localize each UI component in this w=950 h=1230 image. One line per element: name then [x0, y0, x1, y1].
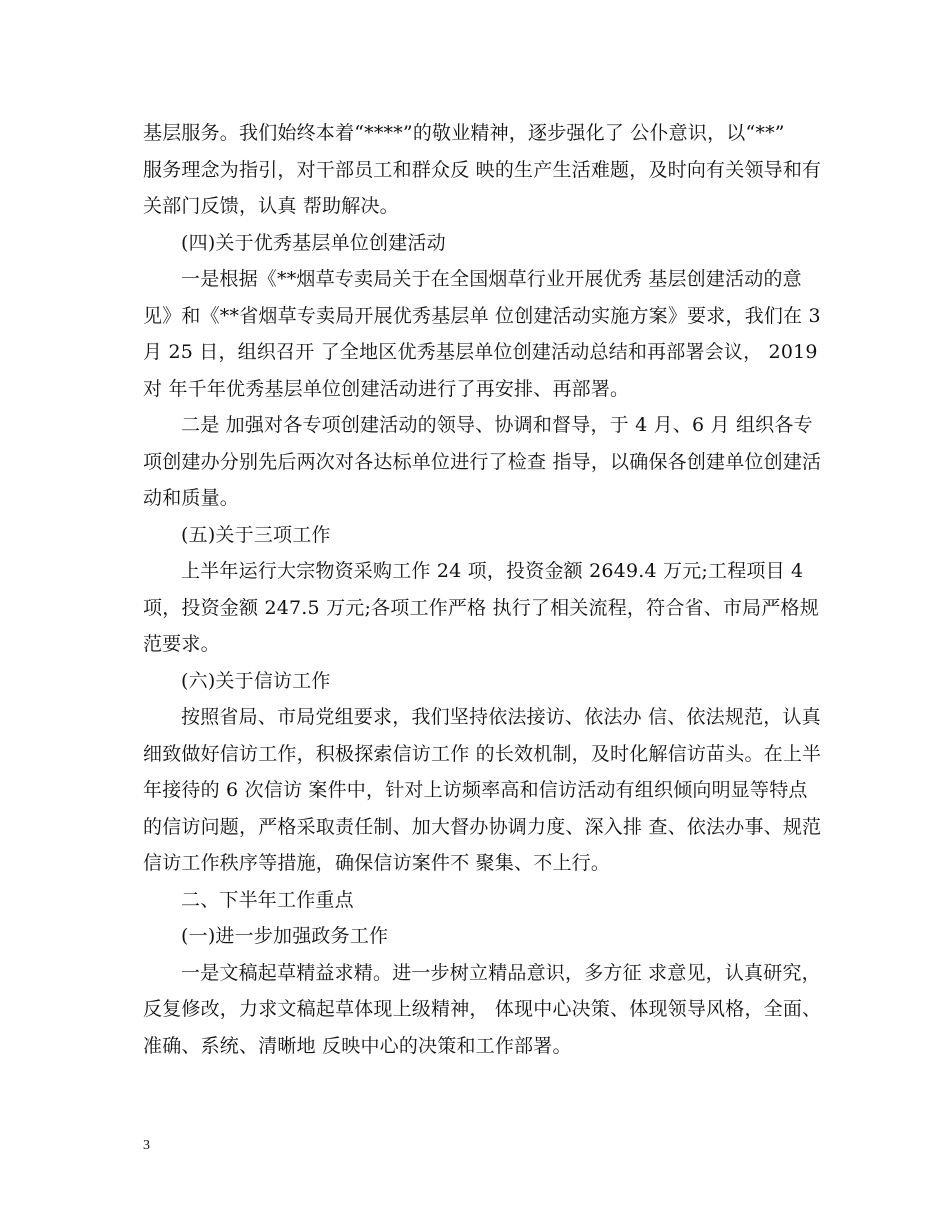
section-heading: (四)关于优秀基层单位创建活动 — [181, 231, 446, 254]
body-line: 见》和《**省烟草专卖局开展优秀基层单 位创建活动实施方案》要求，我们在 3 — [143, 304, 821, 327]
body-line: 信访工作秩序等措施，确保信访案件不 聚集、不上行。 — [143, 852, 611, 874]
body-line: 年接待的 6 次信访 案件中，针对上访频率高和信访活动有组织倾向明显等特点 — [143, 779, 808, 801]
body-line: 范要求。 — [143, 633, 220, 655]
body-line: 细致做好信访工作，积极探索信访工作 的长效机制，及时化解信访苗头。在上半 — [143, 742, 822, 765]
body-line: 按照省局、市局党组要求，我们坚持依法接访、依法办 信、依法规范，认真 — [181, 706, 821, 728]
section-heading: 二、下半年工作重点 — [181, 888, 354, 911]
body-line: 月 25 日，组织召开 了全地区优秀基层单位创建活动总结和再部署会议， 2019 — [143, 341, 818, 363]
body-line: 基层服务。我们始终本着“****”的敬业精神，逐步强化了 公仆意识，以“**” — [143, 122, 785, 144]
body-line: 反复修改，力求文稿起草体现上级精神， 体现中心决策、体现领导风格，全面、 — [143, 998, 822, 1020]
body-line: 对 年千年优秀基层单位创建活动进行了再安排、再部署。 — [143, 377, 630, 400]
body-line: 一是根据《**烟草专卖局关于在全国烟草行业开展优秀 基层创建活动的意 — [181, 268, 802, 290]
body-line: 动和质量。 — [143, 487, 240, 509]
page-number: 3 — [143, 1138, 150, 1153]
section-heading: (五)关于三项工作 — [181, 523, 331, 546]
section-heading: (六)关于信访工作 — [181, 669, 331, 692]
section-heading: (一)进一步加强政务工作 — [181, 925, 389, 947]
body-line: 关部门反馈，认真 帮助解决。 — [143, 195, 399, 217]
body-line: 准确、系统、清晰地 反映中心的决策和工作部署。 — [143, 1034, 572, 1057]
body-line: 的信访问题，严格采取责任制、加大督办协调力度、深入排 查、依法办事、规范 — [143, 815, 822, 838]
body-line: 项创建办分别先后两次对各达标单位进行了检查 指导，以确保各创建单位创建活 — [143, 450, 822, 473]
body-line: 一是文稿起草精益求精。进一步树立精品意识，多方征 求意见，认真研究， — [181, 961, 821, 984]
body-line: 服务理念为指引，对干部员工和群众反 映的生产生活难题，及时向有关领导和有 — [143, 158, 822, 181]
body-line: 项，投资金额 247.5 万元;各项工作严格 执行了相关流程，符合省、市局严格规 — [143, 596, 819, 619]
body-line: 上半年运行大宗物资采购工作 24 项，投资金额 2649.4 万元;工程项目 4 — [181, 560, 804, 582]
body-line: 二是 加强对各专项创建活动的领导、协调和督导，于 4 月、6 月 组织各专 — [181, 414, 813, 436]
document-body — [143, 115, 822, 1064]
